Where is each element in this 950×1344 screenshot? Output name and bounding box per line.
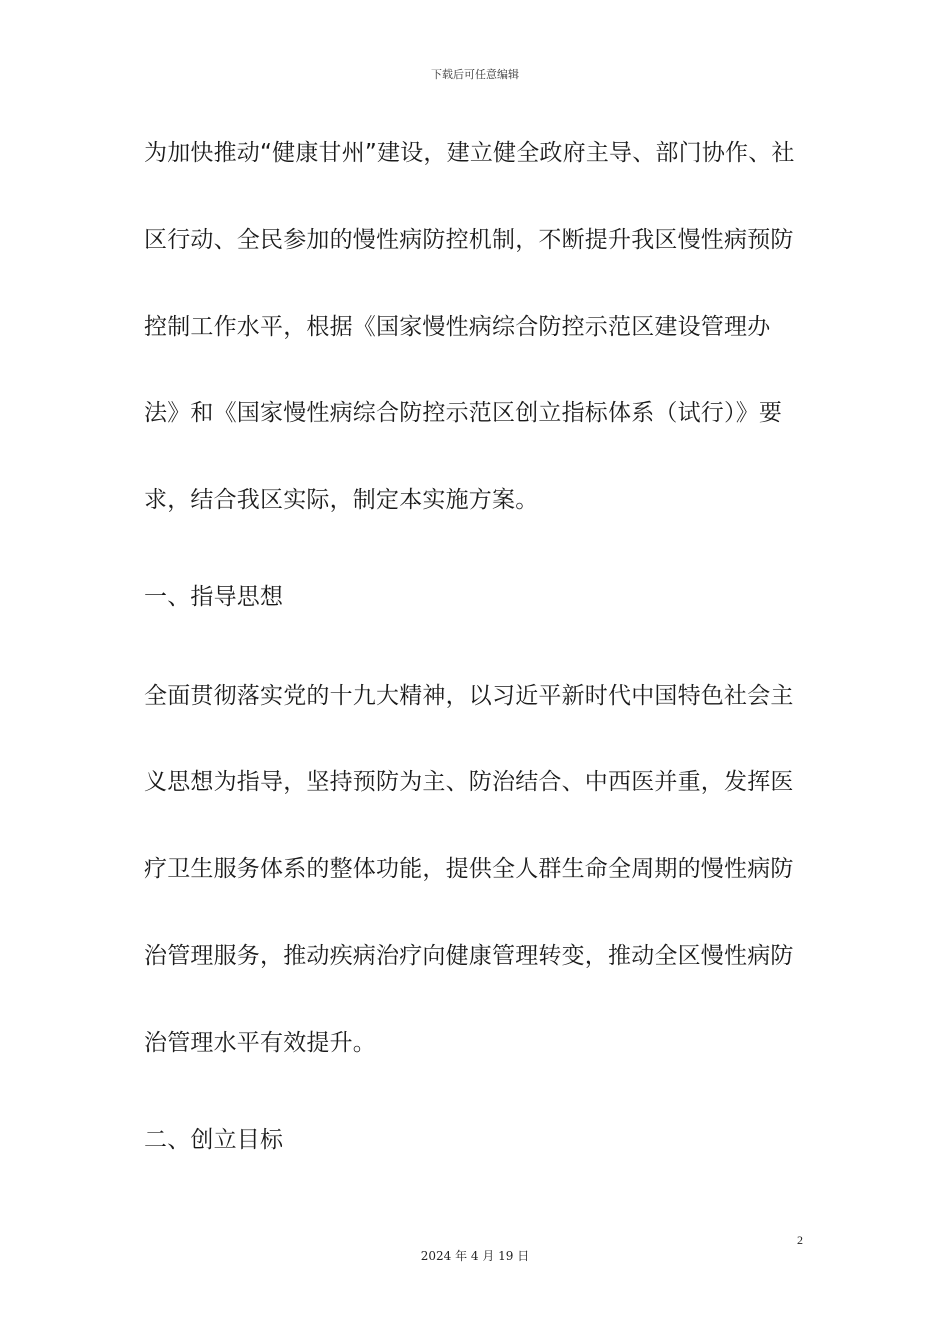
guiding-line-3: 疗卫生服务体系的整体功能，提供全人群生命全周期的慢性病防 [144, 856, 794, 882]
guiding-line-1: 全面贯彻落实党的十九大精神，以习近平新时代中国特色社会主 [144, 683, 794, 709]
guiding-line-5: 治管理水平有效提升。 [144, 1030, 376, 1056]
section-heading-goals: 二、创立目标 [144, 1127, 284, 1153]
header-note: 下载后可任意编辑 [431, 68, 519, 81]
intro-line-3: 控制工作水平，根据《国家慢性病综合防控示范区建设管理办 [144, 314, 771, 340]
intro-line-1: 为加快推动“健康甘州”建设，建立健全政府主导、部门协作、社 [144, 140, 795, 166]
section-heading-guiding: 一、指导思想 [144, 584, 284, 610]
intro-line-5: 求，结合我区实际，制定本实施方案。 [144, 487, 539, 513]
guiding-line-4: 治管理服务，推动疾病治疗向健康管理转变，推动全区慢性病防 [144, 943, 794, 969]
page-number: 2 [797, 1233, 803, 1247]
intro-line-2: 区行动、全民参加的慢性病防控机制，不断提升我区慢性病预防 [144, 227, 794, 253]
intro-line-4: 法》和《国家慢性病综合防控示范区创立指标体系（试行）》要 [144, 400, 783, 426]
guiding-line-2: 义思想为指导，坚持预防为主、防治结合、中西医并重，发挥医 [144, 769, 794, 795]
footer-date: 2024 年 4 月 19 日 [420, 1249, 530, 1263]
